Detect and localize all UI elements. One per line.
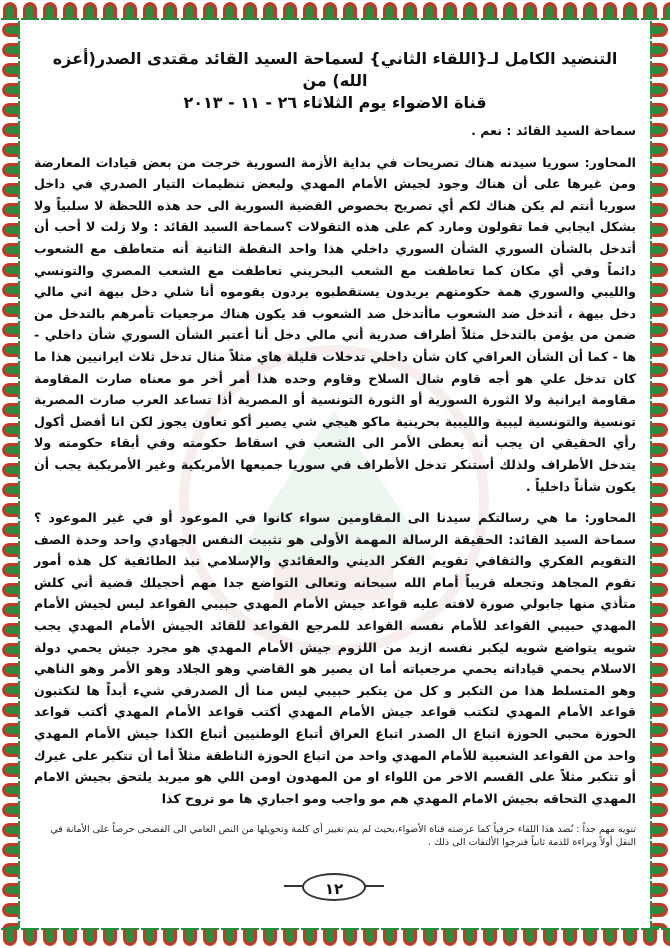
border-motif <box>361 2 379 20</box>
border-motif <box>281 928 299 946</box>
border-bottom <box>0 928 670 948</box>
border-motif <box>2 501 20 519</box>
border-motif <box>61 2 79 20</box>
border-motif <box>661 928 670 946</box>
paragraph-3: المحاور: ما هي رسالتكم سيدنا الى المقاومين سواء كانوا في الموعود أو في غير الموعود ؟سماحة السيد القائد: الحقيقة الرسالة المهمة الأولى هو تثبيت النفس الجهادي واحد وحدة الصف التقويم الفكري والثقافي تقويم الفكر الديني والعقائدي والإسلامي نبذ الطائفية كل هذه أمور تقوم المجاهد وتجعله قريباً أمام الله سبحانه وتعالى التواضع جدا مهم أحجيلك قضية أني كلش متأذي منها جابولي صورة لافته عليه قواعد جيش الأمام المهدي حبيبي القواعد ليس لجيش الأمام المهدي حبيبي القواعد للأمام نفسه القواعد للمرجع القواعد للقائد الجيش الأمام المهدي يجب شويه يتواضع شويه ليكبر نفسه ازيد من اللزوم جيش الأمام المهدي هو مجرد جيش يحمي دولة الاسلام يحمي قياداته يحمي مرجعياته أما ان يصير هو القاضي وهو الجلاد وهو الأمر وهو الناهي وهو المتسلط هذا من التكبر و كل من يتكبر حبيبي ليس منا أل الصدرفي شيء أبداً ها لتكتبون قواعد الأمام المهدي لتكتب قواعد جيش الأمام المهدي أكتب قواعد الأمام المهدي أكتب قواعد الحوزة محبي الحوزة اتباع ال الصدر اتباع العراق أتباع الوطنيين أتباع الكذا جيش الأمام المهدي واحد من القواعد الشعبية للأمام المهدي واحد من اتباع الحوزة الناطقة مثلاً أما أن تتكبر على غيرك أو تتكبر مثلاً على القسم الاخر من اللواء او من المهدون اومن اللي هو ميريد يلتحق بجيش الامام المهدي التحاقه بجيش الامام المهدي هم مو واجب ومو اجباري ها مو تروح كذا <box>34 510 636 806</box>
border-motif <box>2 901 20 919</box>
border-motif <box>650 261 668 279</box>
border-motif <box>650 241 668 259</box>
page-number: ١٢ <box>302 873 366 901</box>
border-motif <box>2 841 20 859</box>
title-line-2: قناة الاضواء يوم الثلاثاء ٢٦ - ١١ - ٢٠١٣ <box>183 93 487 112</box>
border-motif <box>2 61 20 79</box>
border-motif <box>201 2 219 20</box>
border-motif <box>2 441 20 459</box>
border-motif <box>2 201 20 219</box>
border-motif <box>621 2 639 20</box>
border-motif <box>650 301 668 319</box>
border-motif <box>101 2 119 20</box>
border-motif <box>650 281 668 299</box>
border-motif <box>2 541 20 559</box>
border-motif <box>2 921 20 928</box>
border-motif <box>2 581 20 599</box>
document-page <box>34 30 636 918</box>
border-motif <box>2 421 20 439</box>
border-motif <box>521 2 539 20</box>
border-motif <box>2 381 20 399</box>
title-line-1: التنضيد الكامل لـ{اللقاء الثاني} لسماحة السيد القائد مقتدى الصدر(أعزه الله) من <box>52 49 618 90</box>
border-motif <box>650 761 668 779</box>
border-motif <box>161 2 179 20</box>
border-motif <box>2 181 20 199</box>
border-motif <box>2 481 20 499</box>
border-motif <box>2 341 20 359</box>
paragraph-1: سماحة السيد القائد : نعم . <box>471 123 636 138</box>
border-motif <box>2 681 20 699</box>
border-motif <box>2 281 20 299</box>
border-motif <box>641 928 659 946</box>
border-motif <box>381 2 399 20</box>
border-motif <box>650 421 668 439</box>
border-motif <box>21 928 39 946</box>
border-motif <box>161 928 179 946</box>
border-motif <box>2 361 20 379</box>
border-motif <box>650 61 668 79</box>
border-motif <box>401 928 419 946</box>
border-motif <box>2 101 20 119</box>
border-motif <box>650 681 668 699</box>
border-motif <box>650 721 668 739</box>
footnote: تنويه مهم جداً : نُضد هذا اللقاء حرفياً كما عرضته قناة الأضواء،بحيث لم يتم تغيير أي كلمة وتحويلها من النص العامي الى الفصحى حرصاً على الأمانة في النقل أولاً وبراءة للذمة ثانياً فنرجوا الألتفات الى ذلك . <box>50 824 636 848</box>
border-motif <box>541 928 559 946</box>
border-motif <box>121 2 139 20</box>
border-motif <box>650 561 668 579</box>
border-motif <box>2 461 20 479</box>
border-motif <box>650 541 668 559</box>
border-motif <box>2 161 20 179</box>
border-motif <box>2 701 20 719</box>
border-motif <box>650 41 668 59</box>
border-motif <box>541 2 559 20</box>
border-motif <box>561 928 579 946</box>
border-motif <box>2 641 20 659</box>
border-motif <box>121 928 139 946</box>
border-motif <box>2 21 20 39</box>
border-motif <box>641 2 659 20</box>
border-motif <box>401 2 419 20</box>
border-motif <box>2 601 20 619</box>
border-motif <box>341 2 359 20</box>
border-motif <box>2 881 20 899</box>
border-motif <box>481 928 499 946</box>
border-motif <box>2 301 20 319</box>
border-motif <box>2 141 20 159</box>
border-motif <box>2 781 20 799</box>
border-motif <box>481 2 499 20</box>
page-number-badge <box>284 870 384 904</box>
badge-wing-right <box>364 885 384 887</box>
border-motif <box>650 881 668 899</box>
border-motif <box>601 2 619 20</box>
border-motif <box>650 581 668 599</box>
border-motif <box>341 928 359 946</box>
border-motif <box>650 121 668 139</box>
border-motif <box>2 321 20 339</box>
border-motif <box>650 221 668 239</box>
border-motif <box>441 2 459 20</box>
border-motif <box>650 661 668 679</box>
border-motif <box>650 361 668 379</box>
border-motif <box>650 501 668 519</box>
border-motif <box>241 2 259 20</box>
border-motif <box>21 2 39 20</box>
border-motif <box>41 2 59 20</box>
border-motif <box>2 261 20 279</box>
border-motif <box>2 741 20 759</box>
border-motif <box>2 661 20 679</box>
border-motif <box>650 461 668 479</box>
border-motif <box>2 521 20 539</box>
border-motif <box>41 928 59 946</box>
border-motif <box>2 81 20 99</box>
border-motif <box>2 41 20 59</box>
border-motif <box>421 2 439 20</box>
border-motif <box>461 2 479 20</box>
border-motif <box>650 601 668 619</box>
border-motif <box>650 321 668 339</box>
border-motif <box>2 861 20 879</box>
border-motif <box>2 761 20 779</box>
border-motif <box>561 2 579 20</box>
border-motif <box>321 928 339 946</box>
border-motif <box>141 2 159 20</box>
border-motif <box>181 2 199 20</box>
border-motif <box>650 861 668 879</box>
border-motif <box>201 928 219 946</box>
border-left <box>0 20 20 928</box>
border-top <box>0 0 670 20</box>
border-motif <box>521 928 539 946</box>
document-title <box>34 48 636 114</box>
border-motif <box>650 481 668 499</box>
border-motif <box>650 621 668 639</box>
border-motif <box>650 741 668 759</box>
transcript-body <box>34 120 636 819</box>
border-motif <box>621 928 639 946</box>
border-motif <box>181 928 199 946</box>
border-motif <box>221 2 239 20</box>
border-motif <box>601 928 619 946</box>
border-motif <box>650 101 668 119</box>
border-motif <box>650 81 668 99</box>
border-motif <box>361 928 379 946</box>
border-motif <box>650 21 668 39</box>
border-motif <box>281 2 299 20</box>
border-motif <box>650 141 668 159</box>
border-motif <box>650 901 668 919</box>
border-motif <box>650 841 668 859</box>
border-motif <box>61 928 79 946</box>
border-motif <box>421 928 439 946</box>
border-motif <box>101 928 119 946</box>
border-motif <box>301 2 319 20</box>
border-motif <box>2 721 20 739</box>
border-motif <box>650 181 668 199</box>
border-motif <box>141 928 159 946</box>
border-motif <box>2 821 20 839</box>
border-motif <box>2 621 20 639</box>
border-motif <box>650 441 668 459</box>
border-motif <box>2 561 20 579</box>
border-motif <box>650 701 668 719</box>
border-motif <box>650 521 668 539</box>
border-motif <box>81 928 99 946</box>
border-motif <box>1 2 19 20</box>
border-motif <box>2 241 20 259</box>
border-motif <box>461 928 479 946</box>
border-motif <box>501 2 519 20</box>
border-motif <box>650 801 668 819</box>
badge-wing-left <box>284 885 304 887</box>
border-motif <box>581 928 599 946</box>
border-motif <box>2 221 20 239</box>
border-motif <box>650 921 668 928</box>
border-motif <box>261 928 279 946</box>
border-motif <box>221 928 239 946</box>
border-right <box>650 20 670 928</box>
border-motif <box>650 381 668 399</box>
paragraph-2: المحاور: سوريا سيدنه هناك تصريحات في بداية الأزمة السورية خرجت من بعض قيادات المعارضة ومن غيرها على أن هناك وجود لجيش الأمام المهدي ولبعض تنظيمات التيار الصدري في داخل سوريا أنتم لم يكن هناك لكم أي تصريح بخصوص القضية السورية الى حد هذه اللحظة لا سلبياً ولا بشكل ايجابي فما تقولون ومارد كم على هذه التقولات ؟سماحة السيد القائد : ولا زلت لا أحب أن أتدخل بالشأن السوري الشأن السوري داخلي هذا واحد النقطة الثانية أنه متعاطف مع الشعوب دائماً وفي أي مكان كما تعاطفت مع الشعب البحريني تعاطفت مع الشعب المصري والتونسي والليبي والسوري همة حكومتهم يريدون يستقطبوه يردون يقوموه أنا شلي دخل بيهة اني مالي دخل بيهة ، أتدخل ضد الشعوب ماأتدخل ضد الشعوب قد يكون هناك مرجعيات تأمرهم بالتدخل من ضمن من يؤمن بالتدخل مثلاً أطراف صدرية أني مالي دخل أنا أعتبر الشأن السوري شأن داخلي - ها - كما أن الشأن العراقي كان شأن داخلي تدخلات قليلة هاي مثلاً مثال تدخل ثلاث ايرانيين هذا ما كان تدخل علي هو أجه قاوم شال السلاح وقاوم وحده هذا أمر أخر مو معناه صارت المقاومة مقاومة ايرانية ولا الثورة السورية أو الثورة التونسية أو المصرية أذا تساعد العرب صارت المصرية تونسية والتونسية ليبية والليبية بحرينية ماكو هيجي شي يصير أكو تعاون يجوز لكن انا أفضل أكول رأي الحقيقي ان يجب أنه يعطى الأمر الى الشعب في اسقاط حكومته وفي أبقاء حكومته ولا يتدخل الأطراف ولذلك أستنكر تدخل الأطراف في سوريا جميعها الأمريكية وغير الأمريكية يجب أن يكون شأناً داخلياً . <box>34 154 636 494</box>
border-motif <box>2 121 20 139</box>
border-motif <box>650 401 668 419</box>
border-motif <box>1 928 19 946</box>
border-motif <box>301 928 319 946</box>
border-motif <box>2 401 20 419</box>
border-motif <box>501 928 519 946</box>
border-motif <box>441 928 459 946</box>
border-motif <box>381 928 399 946</box>
border-motif <box>650 641 668 659</box>
border-motif <box>581 2 599 20</box>
border-motif <box>241 928 259 946</box>
border-motif <box>650 161 668 179</box>
border-motif <box>261 2 279 20</box>
border-motif <box>650 341 668 359</box>
border-motif <box>650 821 668 839</box>
border-motif <box>650 781 668 799</box>
border-motif <box>321 2 339 20</box>
border-motif <box>661 2 670 20</box>
border-motif <box>2 801 20 819</box>
border-motif <box>650 201 668 219</box>
border-motif <box>81 2 99 20</box>
